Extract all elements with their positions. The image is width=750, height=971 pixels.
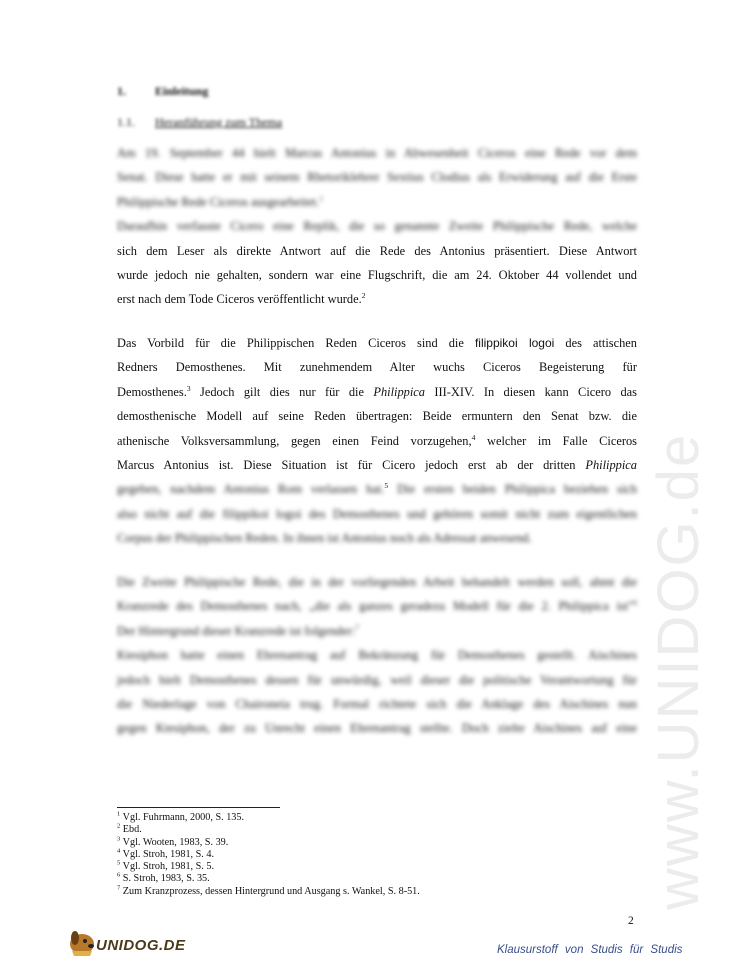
paragraph-1 <box>117 141 637 312</box>
footnote-ref: 4 <box>471 432 476 442</box>
footnote: $^7$ Zum Kranzprozess, dessen Hintergrund und Ausgang s. Wankel, S. 8-51. <box>117 884 420 897</box>
footnote-ref: 3 <box>186 383 191 393</box>
text-line: athenische Volksversammlung, gegen einen Feind vorzugehen,$^4$ welcher im Falle Ciceros <box>117 432 637 448</box>
subsection-title: Heranführung zum Thema <box>155 115 283 129</box>
tagline: Klausurstoff von Studis für Studis <box>497 944 683 956</box>
text-line: Demosthenes.$^3$ Jedoch gilt dies nur für die Philippica III-XIV. In diesen kann Cicero das <box>117 383 637 399</box>
footnote: $^3$ Vgl. Wooten, 1983, S. 39. <box>117 835 229 848</box>
text-line: Das Vorbild für die Philippischen Reden Ciceros sind die filippikoi logoi des attischen <box>117 336 637 350</box>
footnote-ref: 2 <box>361 291 366 301</box>
text-line: Am 19. September 44 hielt Marcus Antonius in Abwesenheit Ciceros eine Rede vor dem <box>117 146 637 160</box>
footnote: $^2$ Ebd. <box>117 822 142 836</box>
text-line: Marcus Antonius ist. Diese Situation ist für Cicero jedoch erst ab der dritten Philippica <box>117 458 637 473</box>
text-line: demosthenische Modell auf seine Reden übertragen: Beide ermuntern den Senat bzw. die <box>117 409 637 424</box>
footnote-ref: 1 <box>319 193 324 203</box>
footnote: $^6$ S. Stroh, 1983, S. 35. <box>117 872 210 885</box>
subsection-number: 1.1. <box>117 115 135 129</box>
paragraph-3 <box>117 570 637 741</box>
footnote: $^5$ Vgl. Stroh, 1981, S. 5. <box>117 859 215 873</box>
greek-term: filippikoi logoi <box>474 336 555 350</box>
text-line: Philippische Rede Ciceros ausgearbeitet.$^1$ <box>117 193 324 209</box>
text-line: Kranzrede des Demosthenes nach, „die als ganzes geradezu Modell für die 2. Philippica ist"$^6$ <box>117 598 637 614</box>
text-line: erst nach dem Tode Ciceros veröffentlicht wurde.$^2$ <box>117 291 366 307</box>
text-line: also nicht auf die filippikoi logoi des Demosthenes und gehören somit nicht zum eigentlichen <box>117 506 637 521</box>
text-line: Der Hintergrund dieser Kranzrede ist folgender:$^7$ <box>117 622 359 638</box>
text-line: Corpus der Philippischen Reden. In ihnen ist Antonius noch als Adressat anwesend. <box>117 531 532 546</box>
text-line: gegen Ktesiphon, der zu Unrecht einen Ehrenantrag stellte. Doch zielte Aischines auf eine <box>117 721 637 736</box>
text-line: die Niederlage von Chaironeia trug. Formal richtete sich die Anklage des Aischines nun <box>117 697 637 712</box>
text-line: wurde jedoch nie gehalten, sondern war eine Flugschrift, die am 24. Oktober 44 vollendet und <box>117 268 637 283</box>
text-line: Die Zweite Philippische Rede, die in der vorliegenden Arbeit behandelt werden soll, ahmt die <box>117 575 637 589</box>
footnote-rule <box>117 807 280 808</box>
subsection-heading <box>117 115 282 130</box>
page-number: 2 <box>628 915 634 927</box>
footnote: $^4$ Vgl. Stroh, 1981, S. 4. <box>117 847 215 860</box>
text-line: Daraufhin verfasste Cicero eine Replik, die so genannte Zweite Philippische Rede, welche <box>117 219 637 234</box>
text-line: Ktesiphon hatte einen Ehrenantrag auf Bekränzung für Demosthenes gestellt. Aischines <box>117 648 637 663</box>
text-line: Redners Demosthenes. Mit zunehmendem Alter wuchs Ciceros Begeisterung für <box>117 360 637 375</box>
text-line: gegeben, nachdem Antonius Rom verlassen hat.$^5$ Die ersten beiden Philippica beziehen sich <box>117 481 637 497</box>
text-line: sich dem Leser als direkte Antwort auf die Rede des Antonius präsentiert. Diese Antwort <box>117 243 637 258</box>
watermark: www.UNIDOG.de <box>646 432 711 910</box>
section-title: Einleitung <box>155 84 209 98</box>
section-heading <box>117 84 208 99</box>
footnote-ref: 5 <box>384 481 389 491</box>
text-line: jedoch hielt Demosthenes dessen für unwürdig, weil dieser die politische Verantwortung für <box>117 672 637 687</box>
footnotes <box>117 812 637 898</box>
footnote: $^1$ Vgl. Fuhrmann, 2000, S. 135. <box>117 810 245 823</box>
paragraph-2 <box>117 331 637 551</box>
logo-text[interactable]: UNIDOG.DE <box>96 937 186 954</box>
section-number: 1. <box>117 84 126 98</box>
text-line: Senat. Diese hatte er mit seinem Rhetoriklehrer Sextius Clodius als Erwiderung auf die Erste <box>117 170 637 185</box>
